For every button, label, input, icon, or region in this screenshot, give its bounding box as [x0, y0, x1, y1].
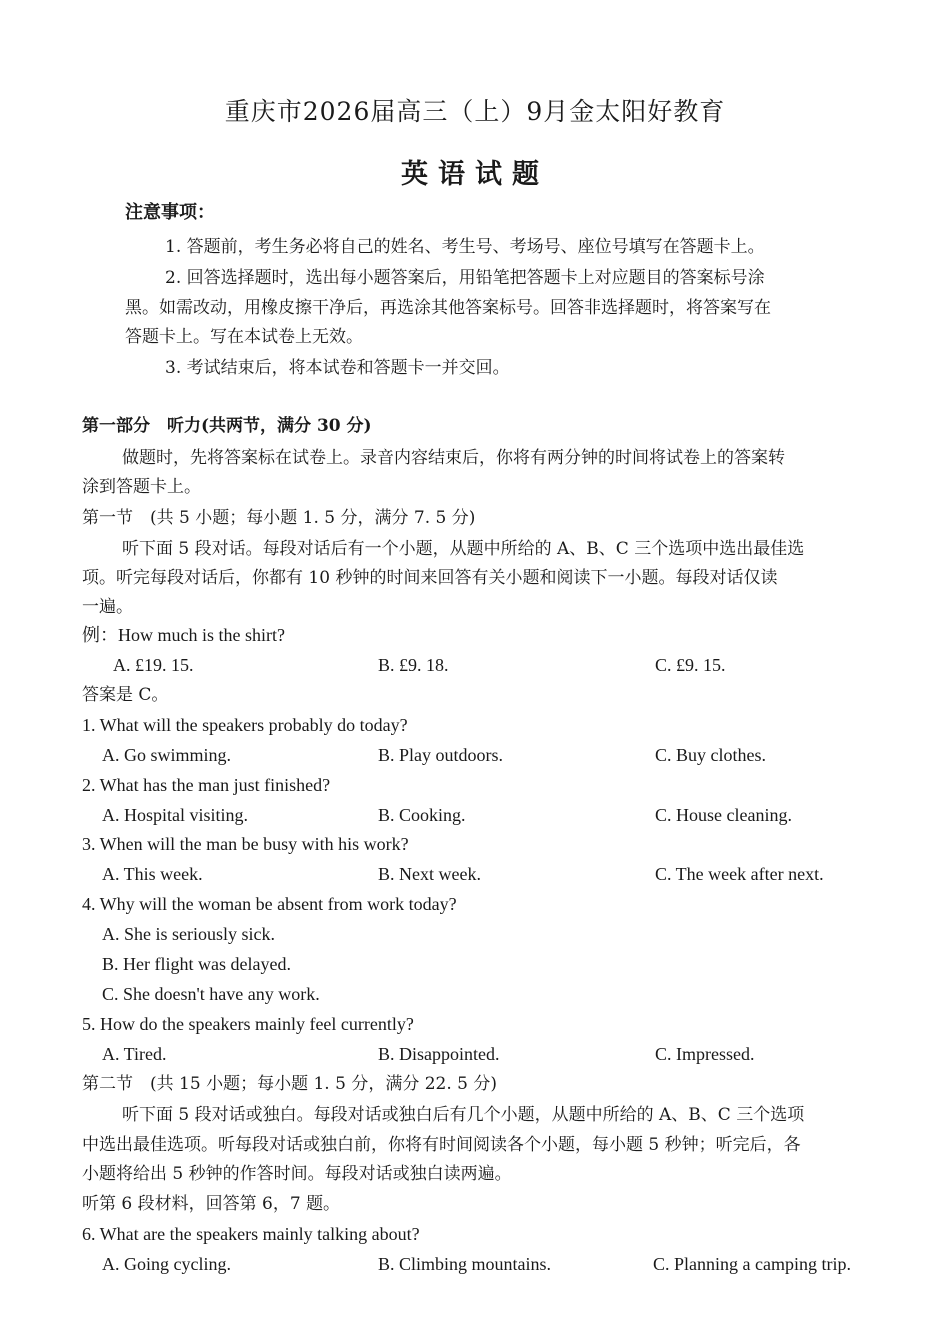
section2-instructions-cont: 小题将给出 5 秒钟的作答时间。每段对话或独白读两遍。 [82, 1164, 512, 1184]
section2-instructions: 听下面 5 段对话或独白。每段对话或独白后有几个小题，从题中所给的 A、B、C 三个选项 [122, 1105, 805, 1125]
section2-heading: 第二节 (共 15 小题；每小题 1. 5 分，满分 22. 5 分) [82, 1074, 498, 1094]
part1-heading: 第一部分 听力(共两节，满分 30 分) [82, 416, 372, 436]
option-c: C. She doesn't have any work. [102, 984, 320, 1004]
question-stem: 2. What has the man just finished? [82, 775, 331, 795]
section1-instructions-cont: 项。听完每段对话后，你都有 10 秒钟的时间来回答有关小题和阅读下一小题。每段对话仅读 [82, 568, 778, 588]
question-stem: 3. When will the man be busy with his work? [82, 834, 409, 854]
option-b: B. Climbing mountains. [378, 1254, 552, 1274]
option-a: A. Go swimming. [102, 745, 232, 765]
question-stem: 6. What are the speakers mainly talking about? [82, 1224, 420, 1244]
note-item-1: 1. 答题前，考生务必将自己的姓名、考生号、考场号、座位号填写在答题卡上。 [165, 237, 765, 257]
material-note: 听第 6 段材料，回答第 6，7 题。 [82, 1194, 341, 1214]
option-a: A. Tired. [102, 1044, 167, 1064]
section2-instructions-cont: 中选出最佳选项。听每段对话或独白前，你将有时间阅读各个小题，每小题 5 秒钟；听完后，各 [82, 1135, 801, 1155]
note-item-2-cont: 黑。如需改动，用橡皮擦干净后，再选涂其他答案标号。回答非选择题时，将答案写在 [125, 298, 771, 318]
section1-heading: 第一节 (共 5 小题；每小题 1. 5 分，满分 7. 5 分) [82, 508, 476, 528]
option-c: C. Buy clothes. [655, 745, 766, 765]
school-header: 重庆市2026届高三（上）9月金太阳好教育 [224, 97, 726, 126]
example-question: 例：How much is the shirt? [82, 625, 285, 645]
part1-intro: 做题时，先将答案标在试卷上。录音内容结束后，你将有两分钟的时间将试卷上的答案转 [122, 448, 785, 468]
notes-heading: 注意事项： [125, 202, 215, 223]
option-c: C. Planning a camping trip. [653, 1254, 851, 1274]
option-a: A. This week. [102, 864, 203, 884]
option-b: B. Play outdoors. [378, 745, 504, 765]
option-b: B. Cooking. [378, 805, 466, 825]
section1-instructions-cont: 一遍。 [82, 597, 133, 617]
option-b: B. Next week. [378, 864, 481, 884]
option-c: C. The week after next. [655, 864, 824, 884]
note-item-2: 2. 回答选择题时，选出每小题答案后，用铅笔把答题卡上对应题目的答案标号涂 [165, 268, 765, 288]
option-b: B. Her flight was delayed. [102, 954, 291, 974]
option-a: A. Hospital visiting. [102, 805, 249, 825]
example-option-b: B. £9. 18. [378, 655, 449, 675]
example-option-a: A. £19. 15. [113, 655, 194, 675]
option-a: A. Going cycling. [102, 1254, 231, 1274]
question-stem: 4. Why will the woman be absent from work today? [82, 894, 457, 914]
question-stem: 5. How do the speakers mainly feel currently? [82, 1014, 414, 1034]
note-item-2-cont: 答题卡上。写在本试卷上无效。 [125, 327, 363, 347]
example-answer: 答案是 C。 [82, 685, 169, 705]
option-b: B. Disappointed. [378, 1044, 500, 1064]
part1-intro-cont: 涂到答题卡上。 [82, 477, 201, 497]
exam-title: 英语试题 [401, 159, 549, 190]
option-c: C. House cleaning. [655, 805, 792, 825]
note-item-3: 3. 考试结束后，将本试卷和答题卡一并交回。 [165, 358, 510, 378]
example-option-c: C. £9. 15. [655, 655, 726, 675]
section1-instructions: 听下面 5 段对话。每段对话后有一个小题，从题中所给的 A、B、C 三个选项中选出最佳选 [122, 539, 805, 559]
option-a: A. She is seriously sick. [102, 924, 275, 944]
option-c: C. Impressed. [655, 1044, 755, 1064]
question-stem: 1. What will the speakers probably do today? [82, 715, 408, 735]
